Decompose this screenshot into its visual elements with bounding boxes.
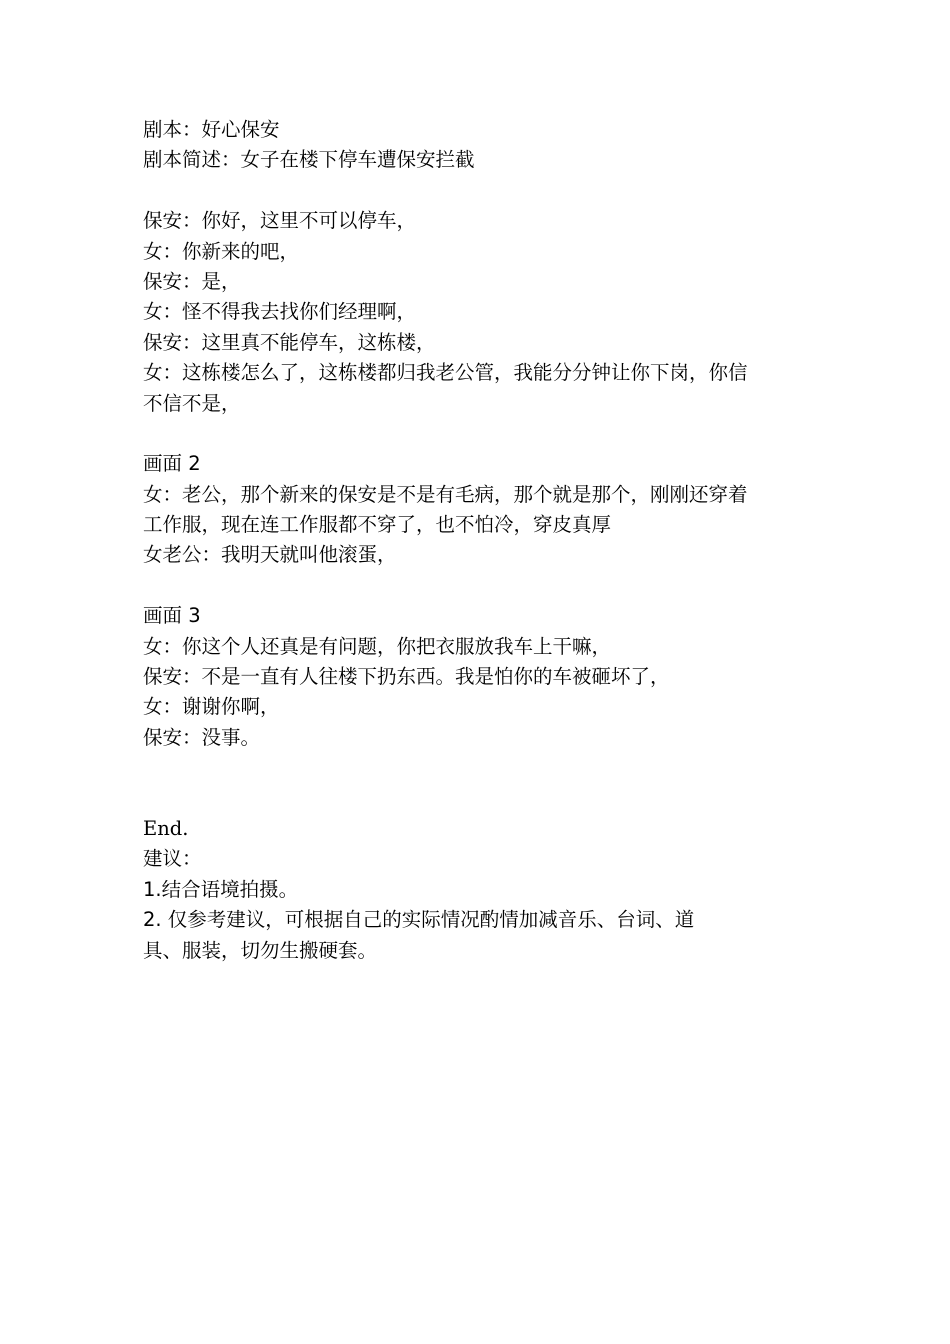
dialogue-line: 女：怪不得我去找你们经理啊， — [143, 300, 417, 324]
dialogue-line: 保安：不是一直有人往楼下扔东西。我是怕你的车被砸坏了， — [143, 665, 670, 689]
dialogue-line: 女：你新来的吧， — [143, 239, 300, 263]
script-summary: 剧本简述：女子在楼下停车遭保安拦截 — [143, 148, 475, 172]
dialogue-line: 工作服，现在连工作服都不穿了，也不怕冷，穿皮真厚 — [143, 513, 612, 537]
scene-2 — [143, 449, 803, 571]
dialogue-line: 保安：没事。 — [143, 725, 261, 749]
spacer — [143, 176, 803, 206]
advice-label: 建议： — [143, 847, 202, 871]
scene-heading: 画面 3 — [143, 604, 201, 628]
dialogue-line: 女：这栋楼怎么了，这栋楼都归我老公管，我能分分钟让你下岗，你信 — [143, 361, 748, 385]
scene-3 — [143, 601, 803, 753]
spacer — [143, 419, 803, 449]
footer-notes — [143, 814, 803, 966]
dialogue-line: 女：谢谢你啊， — [143, 695, 280, 719]
dialogue-line: 保安：这里真不能停车，这栋楼， — [143, 330, 436, 354]
dialogue-line: 女：老公，那个新来的保安是不是有毛病，那个就是那个，刚刚还穿着 — [143, 482, 748, 506]
dialogue-line: 女：你这个人还真是有问题，你把衣服放我车上干嘛， — [143, 634, 612, 658]
scene-1 — [143, 206, 803, 419]
script-document — [143, 115, 803, 966]
end-marker: End. — [143, 817, 189, 840]
dialogue-line: 保安：是， — [143, 269, 241, 293]
scene-heading: 画面 2 — [143, 452, 201, 476]
advice-item: 2. 仅参考建议，可根据自己的实际情况酌情加减音乐、台词、道 — [143, 908, 695, 932]
spacer — [143, 571, 803, 601]
spacer — [143, 753, 803, 814]
advice-item: 1.结合语境拍摄。 — [143, 877, 299, 901]
dialogue-line: 女老公：我明天就叫他滚蛋， — [143, 543, 397, 567]
script-title: 剧本：好心保安 — [143, 118, 280, 141]
dialogue-line: 保安：你好，这里不可以停车， — [143, 209, 417, 233]
dialogue-line: 不信不是， — [143, 391, 241, 415]
advice-item: 具、服装，切勿生搬硬套。 — [143, 938, 378, 962]
